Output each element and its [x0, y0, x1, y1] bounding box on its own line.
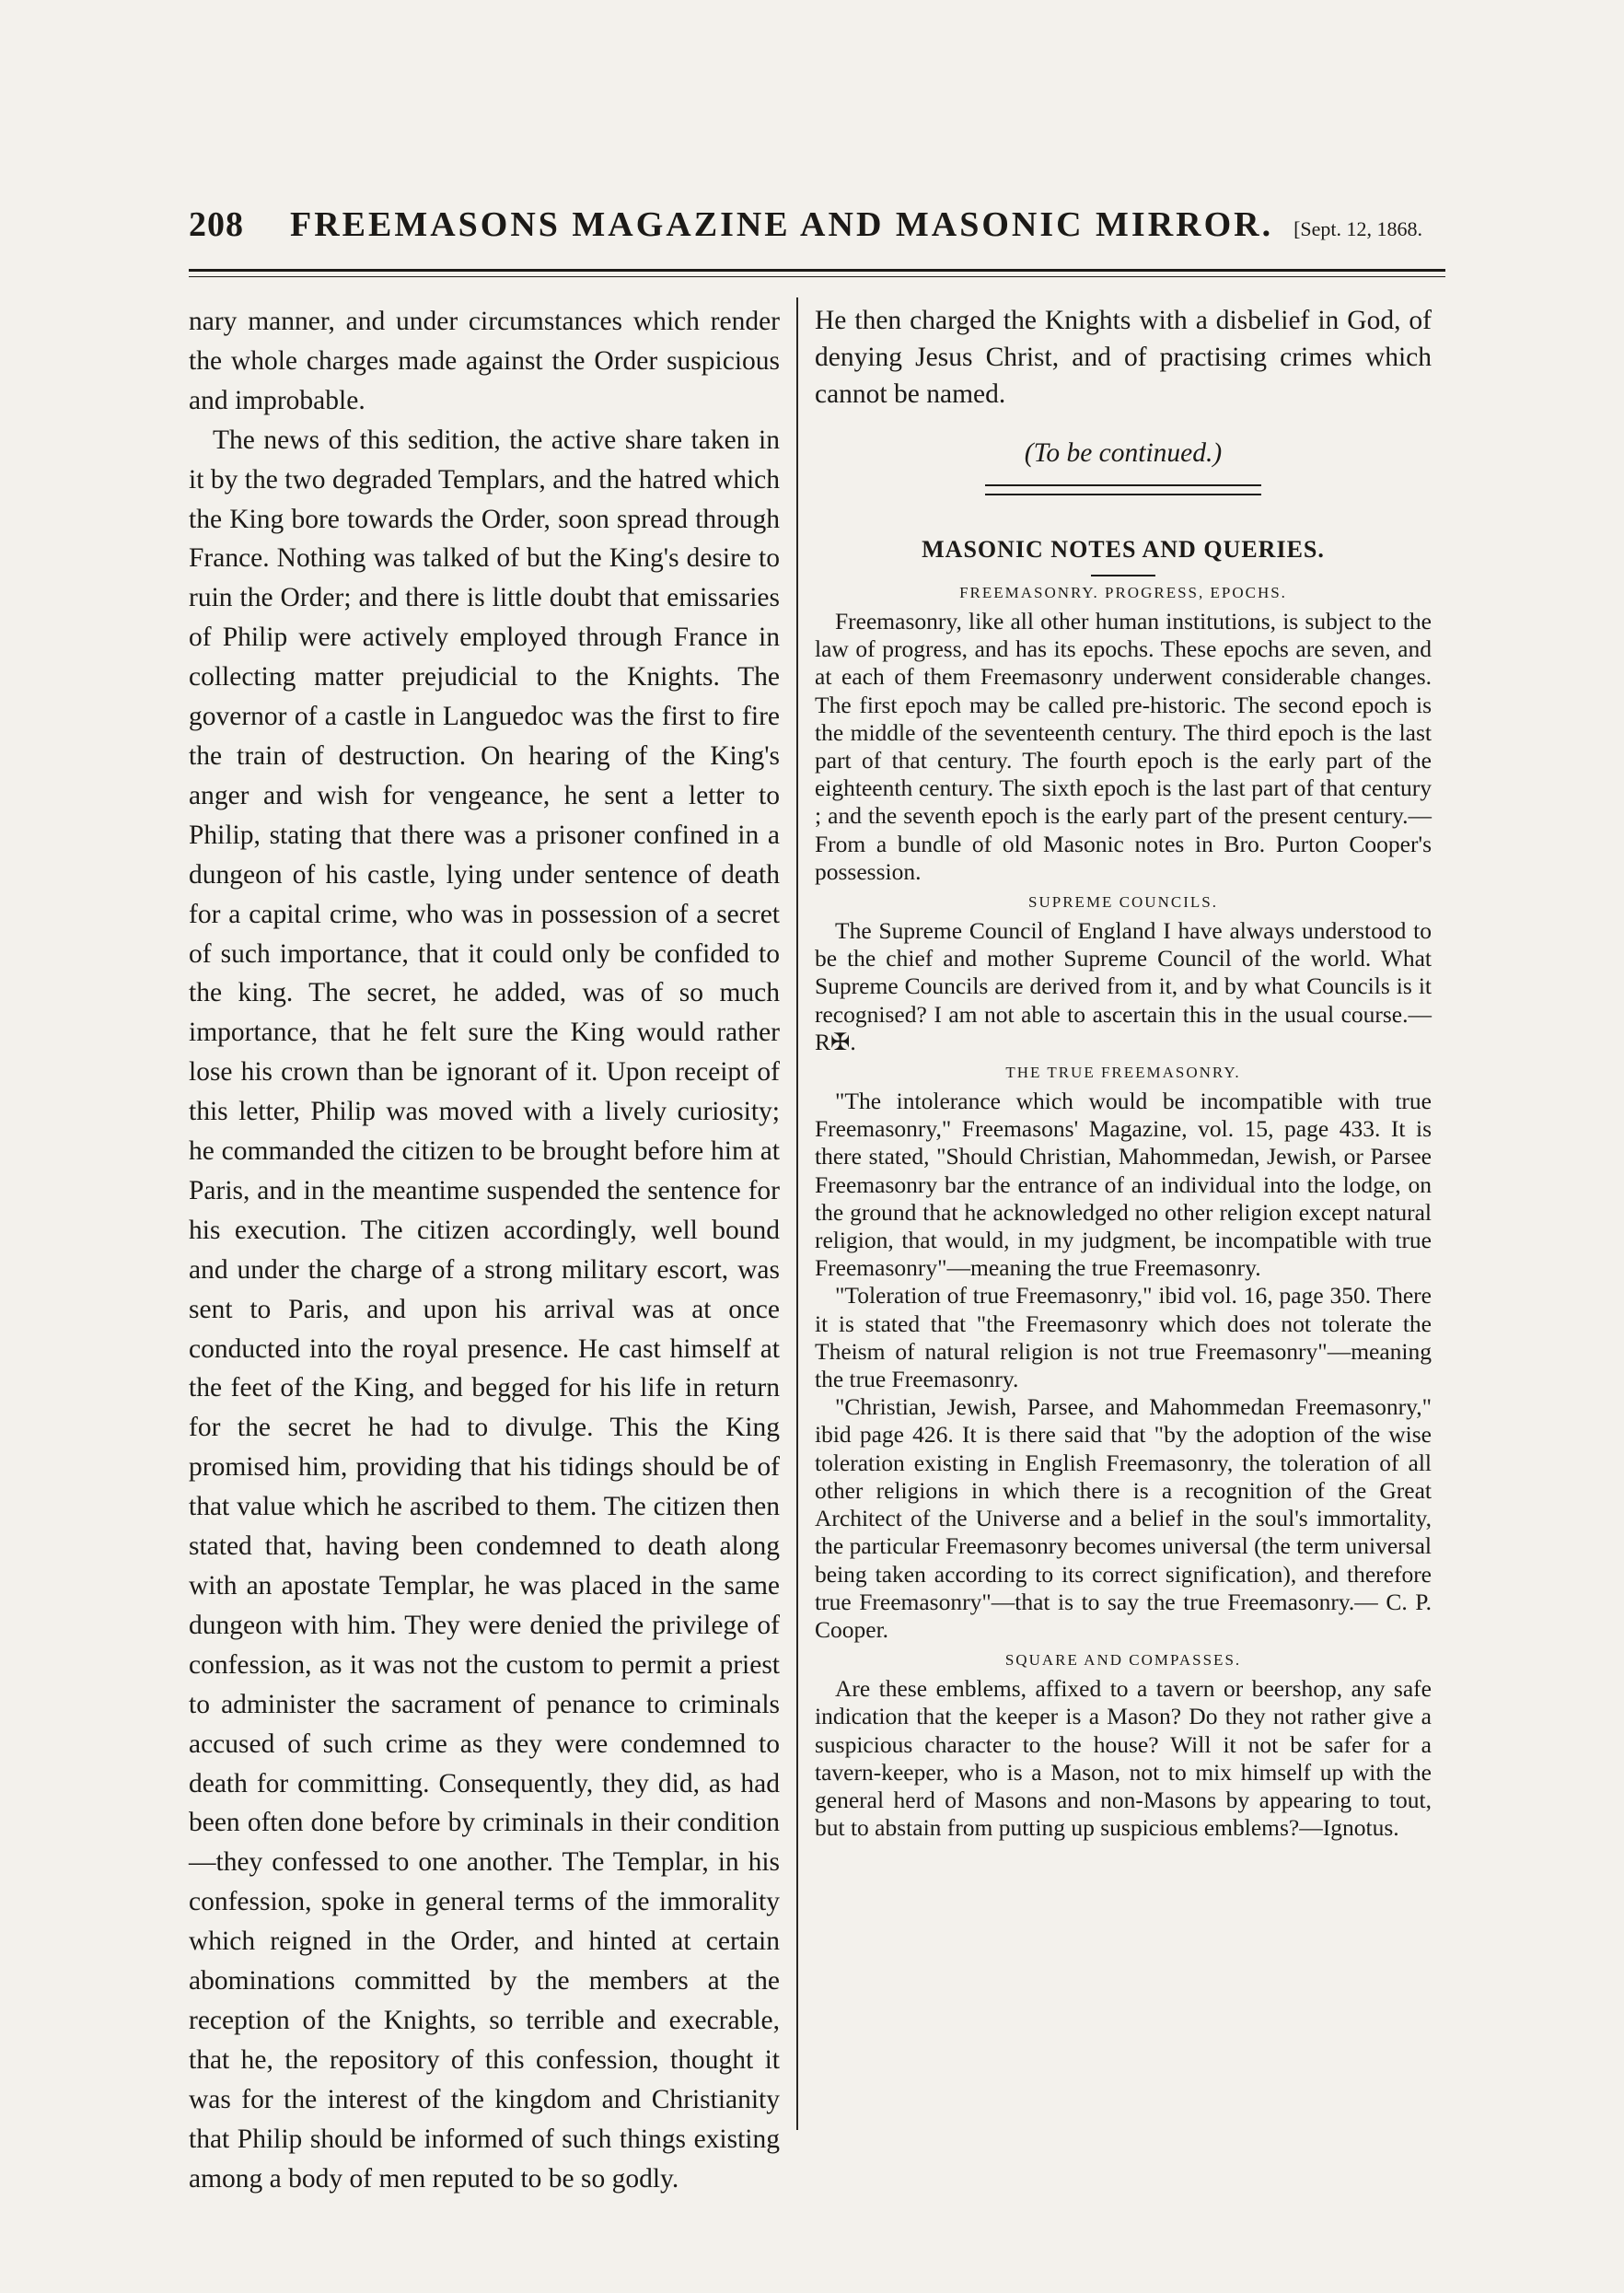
- note-body: "Christian, Jewish, Parsee, and Mahommedan Freemasonry," ibid page 426. It is there said that "by the adoption of the wise toleration existing in English Freemasonry, the toleration of all other religions in which there is a recognition of the Great Architect of the Universe and a belief in the soul's immortality, the particular Freemasonry becomes universal (the term universal being taken according to its correct signification), and therefore true Freemasonry"—that is to say the true Freemasonry.— C. P. Cooper.: [815, 1393, 1432, 1643]
- note-heading: THE TRUE FREEMASONRY.: [1005, 1064, 1241, 1082]
- column-divider: [796, 297, 798, 2130]
- left-column: [189, 302, 780, 2199]
- note-body: The Supreme Council of England I have always understood to be the chief and mother Supreme Council of the world. What Supreme Councils are derived from it, and by what Councils is it recognised? I am not able to ascertain this in the usual course.—R✠.: [815, 917, 1432, 1055]
- section-divider: [985, 484, 1261, 495]
- paragraph: He then charged the Knights with a disbelief in God, of denying Jesus Christ, and of practising crimes which cannot be named.: [815, 306, 1432, 409]
- note-body: "The intolerance which would be incompatible with true Freemasonry," Freemasons' Magazine, vol. 15, page 433. It is there stated, "Should Christian, Mahommedan, Jewish, or Parsee Freemasonry bar the entrance of an individual into the lodge, on the ground that he acknowledged no other religion except natural religion, that would, in my judgment, be incompatible with true Freemasonry"—meaning the true Freemasonry.: [815, 1088, 1432, 1282]
- header-rule: [189, 269, 1445, 272]
- paragraph: The news of this sedition, the active share taken in it by the two degraded Templars, and the hatred which the King bore towards the Order, soon spread through France. Nothing was talked of but the King's desire to ruin the Order; and there is little doubt that emissaries of Philip were actively employed through France in collecting matter prejudicial to the Knights. The governor of a castle in Languedoc was the first to fire the train of destruction. On hearing of the King's anger and wish for vengeance, he sent a letter to Philip, stating that there was a prisoner confined in a dungeon of his castle, lying under sentence of death for a capital crime, who was in possession of a secret of such importance, that it could only be confided to the king. The secret, he added, was of so much importance, that he felt sure the King would rather lose his crown than be ignorant of it. Upon receipt of this letter, Philip was moved with a lively curiosity; he commanded the citizen to be brought before him at Paris, and in the meantime suspended the sentence for his execution. The citizen accordingly, well bound and under the charge of a strong military escort, was sent to Paris, and upon his arrival was at once conducted into the royal presence. He cast himself at the feet of the King, and begged for his life in return for the secret he had to divulge. This the King promised him, providing that his tidings should be of that value which he ascribed to them. The citizen then stated that, having been condemned to death along with an apostate Templar, he was placed in the same dungeon with him. They were denied the privilege of confession, as it was not the custom to permit a priest to administer the sacrament of penance to criminals accused of such crime as they were condemned to death for committing. Consequently, they did, as had been often done before by criminals in their condition—they confessed to one another. The Templar, in his confession, spoke in general terms of the immorality which reigned in the Order, and hinted at certain abominations committed by the members at the reception of the Knights, so terrible and execrable, that he, the repository of this confession, thought it was for the interest of the kingdom and Christianity that Philip should be informed of such things existing among a body of men reputed to be so godly.: [189, 425, 780, 2194]
- note-heading: SQUARE AND COMPASSES.: [1004, 1651, 1242, 1670]
- note-heading: FREEMASONRY. PROGRESS, EPOCHS.: [959, 584, 1287, 601]
- magazine-title: FREEMASONS MAGAZINE AND MASONIC MIRROR.: [290, 205, 1274, 244]
- note-heading: SUPREME COUNCILS.: [1028, 893, 1218, 912]
- header-rule-thin: [189, 276, 1445, 277]
- page-header: [189, 204, 1445, 260]
- issue-date: [Sept. 12, 1868.: [1293, 217, 1423, 240]
- right-column: [815, 302, 1432, 1842]
- note-body: "Toleration of true Freemasonry," ibid vol. 16, page 350. There it is stated that "the Freemasonry which does not tolerate the Theism of natural religion is not true Freemasonry"—meaning the true Freemasonry.: [815, 1282, 1432, 1393]
- note-body: Are these emblems, affixed to a tavern or beershop, any safe indication that the keeper is a Mason? Do they not rather give a suspicious character to the house? Will it not be safer for a tavern-keeper, who is a Mason, not to mix himself up with the general herd of Masons and non-Masons by appearing to tout, but to abstain from putting up suspicious emblems?—Ignotus.: [815, 1675, 1432, 1842]
- page-number: 208: [189, 205, 244, 244]
- title-rule: [1091, 575, 1155, 576]
- note-body: Freemasonry, like all other human institutions, is subject to the law of progress, and has its epochs. These epochs are seven, and at each of them Freemasonry underwent considerable changes. The first epoch may be called pre-historic. The second epoch is the middle of the seventeenth century. The third epoch is the last part of that century. The fourth epoch is the early part of the eighteenth century. The sixth epoch is the last part of that century ; and the seventh epoch is the early part of the present century.—From a bundle of old Masonic notes in Bro. Purton Cooper's possession.: [815, 608, 1432, 885]
- to-be-continued: (To be continued.): [1024, 438, 1223, 468]
- paragraph: nary manner, and under circumstances which render the whole charges made against the Order suspicious and improbable.: [189, 307, 780, 415]
- section-title: MASONIC NOTES AND QUERIES.: [922, 536, 1325, 563]
